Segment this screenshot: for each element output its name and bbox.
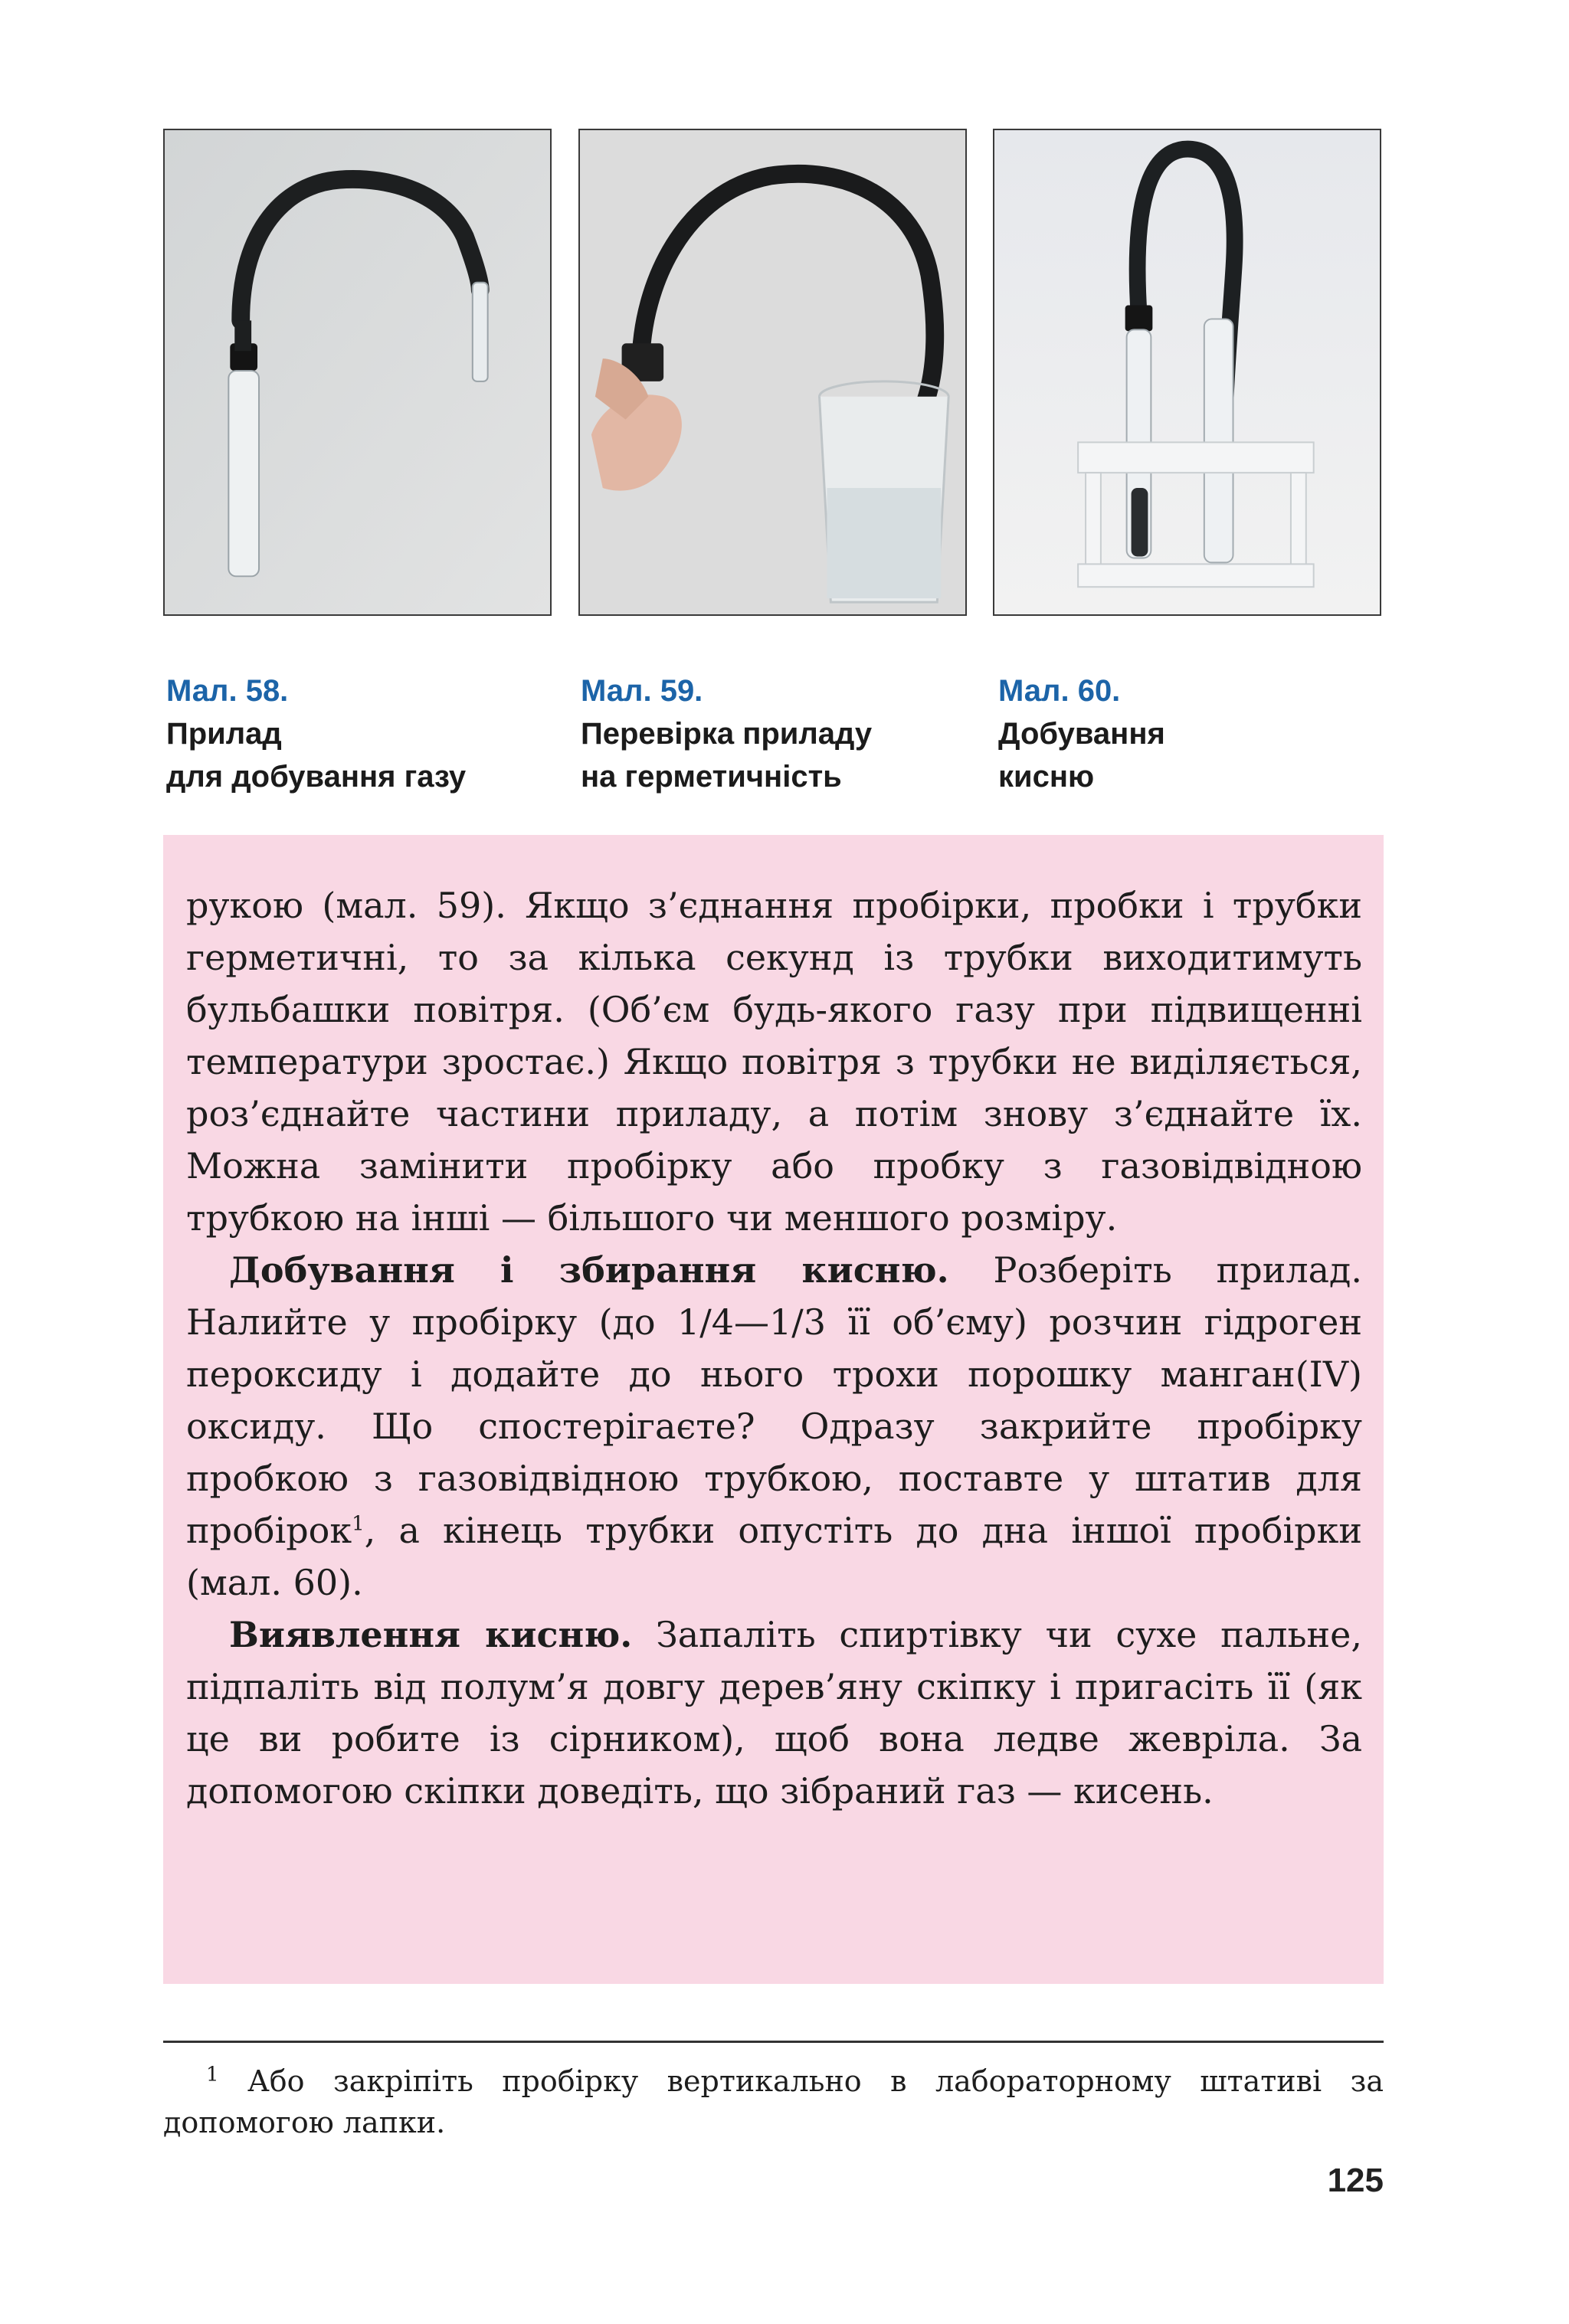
figure-58-caption-line1: Прилад [166,717,282,751]
paragraph-oxygen-detection [186,1609,1362,1817]
paragraph-oxygen-detection-text: Запаліть спиртівку чи сухе пальне, підпаліть від полум’я довгу дерев’яну скіпку і пригасіть її (як це ви робите із сірником), щоб вона ледве жевріла. За допомогою скіпки доведіть, що зібраний газ — кисень. [186,1614,1362,1812]
figure-58-caption [166,669,534,798]
figure-60-number: Мал. 60. [998,674,1121,708]
footnote-divider [163,2041,1384,2043]
figure-59-photo [578,129,967,616]
figure-59-caption [581,669,948,798]
paragraph-oxygen-production [186,1244,1362,1609]
footnote-reference[interactable]: 1 [352,1512,365,1536]
page-number: 125 [1327,2162,1384,2199]
figure-58-number: Мал. 58. [166,674,289,708]
figure-60-caption-line1: Добування [998,717,1165,751]
figure-59-caption-line2: на герметичність [581,760,842,794]
gas-apparatus-image [165,130,550,614]
paragraph-oxygen-production-text2: , а кінець трубки опустіть до дна іншої пробірки (мал. 60). [186,1510,1362,1603]
footnote-text: Або закріпіть пробірку вертикально в лабораторному штативі за допомогою лапки. [163,2064,1384,2139]
oxygen-collection-image [994,130,1380,614]
paragraph-apparatus-check: рукою (мал. 59). Якщо з’єднання пробірки, пробки і трубки герметичні, то за кілька секунд із трубки виходитимуть бульбашки повітря. (Об’єм будь-якого газу при підвищенні температури зростає.) Якщо повітря з трубки не виділяється, роз’єднайте частини приладу, а потім знову з’єднайте їх. Можна замінити пробірку або пробку з газовідвідною трубкою на інші — більшого чи меншого розміру. [186,885,1362,1239]
figure-60-photo [993,129,1381,616]
airtightness-test-image [580,130,965,614]
figure-60-caption [998,669,1366,798]
figure-58-caption-line2: для добування газу [166,760,467,794]
footnote-mark: 1 [206,2063,219,2087]
figure-59-number: Мал. 59. [581,674,703,708]
instruction-text [186,879,1362,1817]
footnote [163,2061,1384,2143]
figure-60-caption-line2: кисню [998,760,1095,794]
figure-59-caption-line1: Перевірка приладу [581,717,873,751]
figure-58-photo [163,129,552,616]
paragraph-oxygen-production-text1: Розберіть прилад. Налийте у пробірку (до 1/4—1/3 її об’єму) розчин гідроген пероксиду і додайте до нього трохи порошку манган(IV) оксиду. Що спостерігаєте? Одразу закрийте пробірку пробкою з газовідвідною трубкою, поставте у штатив для пробірок [186,1249,1362,1551]
heading-oxygen-detection: Виявлення кисню. [229,1614,633,1655]
heading-oxygen-production: Добування і збирання кисню. [229,1249,949,1291]
